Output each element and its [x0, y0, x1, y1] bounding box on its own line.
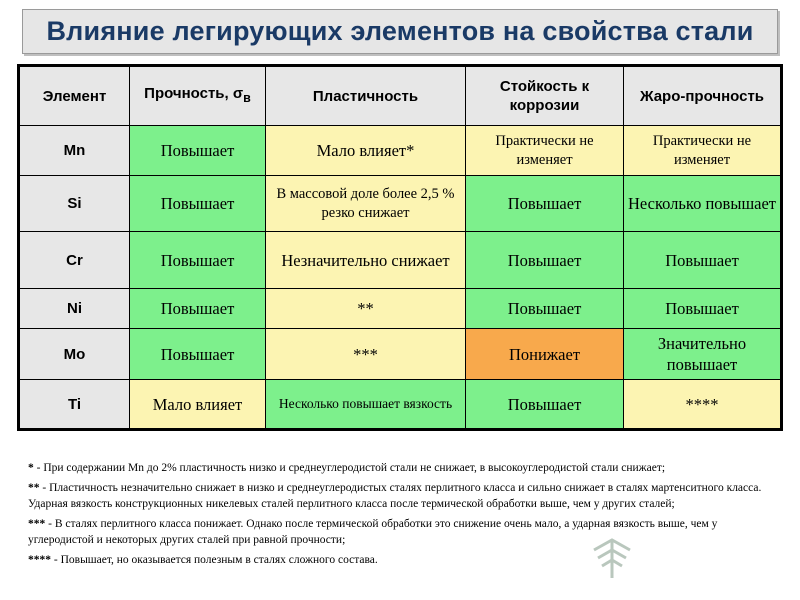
element-cell: Cr: [19, 232, 130, 289]
strength-cell: Повышает: [130, 232, 266, 289]
corrosion-cell: Практически не изменяет: [466, 126, 624, 176]
footnote: [28, 480, 768, 512]
footnote: [28, 460, 768, 476]
plasticity-cell: Несколько повышает вязкость: [266, 380, 466, 430]
header-strength-subscript: в: [243, 91, 251, 105]
table-row: [19, 380, 782, 430]
heat-resistance-cell: Повышает: [624, 289, 782, 329]
header-strength-label: Прочность, σ: [144, 85, 244, 102]
element-cell: Ni: [19, 289, 130, 329]
alloying-elements-table: [17, 64, 783, 431]
heat-resistance-cell: ****: [624, 380, 782, 430]
footnote-text: - При содержании Mn до 2% пластичность низко и среднеуглеродистой стали не снижает, в высокоуглеродистой стали снижает;: [33, 462, 666, 474]
footnote-mark: ****: [28, 554, 51, 566]
element-cell: Si: [19, 176, 130, 232]
footnote-text: - В сталях перлитного класса понижает. Однако после термической обработки это снижение очень мало, а ударная вязкость выше, чем у углеродистой и некоторых других сталей при равной прочности;: [28, 518, 718, 546]
corrosion-cell: Повышает: [466, 289, 624, 329]
watermark-logo-icon: [588, 536, 636, 582]
header-strength: [130, 66, 266, 126]
footnote-text: - Повышает, но оказывается полезным в сталях сложного состава.: [51, 554, 378, 566]
plasticity-cell: ***: [266, 329, 466, 380]
strength-cell: Повышает: [130, 329, 266, 380]
header-plasticity: Пластичность: [266, 66, 466, 126]
plasticity-cell: Незначительно снижает: [266, 232, 466, 289]
footnote: [28, 516, 768, 548]
strength-cell: Повышает: [130, 176, 266, 232]
header-corrosion: Стойкость к коррозии: [466, 66, 624, 126]
corrosion-cell: Понижает: [466, 329, 624, 380]
footnote-mark: *: [28, 462, 34, 474]
footnotes: [28, 460, 768, 572]
page-title: Влияние легирующих элементов на свойства стали: [46, 16, 754, 46]
plasticity-cell: Мало влияет*: [266, 126, 466, 176]
strength-cell: Повышает: [130, 289, 266, 329]
element-cell: Mo: [19, 329, 130, 380]
heat-resistance-cell: Повышает: [624, 232, 782, 289]
table-row: [19, 232, 782, 289]
strength-cell: Повышает: [130, 126, 266, 176]
header-element: Элемент: [19, 66, 130, 126]
corrosion-cell: Повышает: [466, 232, 624, 289]
plasticity-cell: В массовой доле более 2,5 % резко снижает: [266, 176, 466, 232]
table-row: [19, 126, 782, 176]
footnote-mark: ***: [28, 518, 46, 530]
footnote-mark: **: [28, 482, 40, 494]
plasticity-cell: **: [266, 289, 466, 329]
corrosion-cell: Повышает: [466, 176, 624, 232]
element-cell: Mn: [19, 126, 130, 176]
strength-cell: Мало влияет: [130, 380, 266, 430]
footnote: [28, 552, 768, 568]
table-row: [19, 176, 782, 232]
heat-resistance-cell: Практически не изменяет: [624, 126, 782, 176]
corrosion-cell: Повышает: [466, 380, 624, 430]
heat-resistance-cell: Значительно повышает: [624, 329, 782, 380]
table-row: [19, 329, 782, 380]
table-header-row: [19, 66, 782, 126]
header-heat-resistance: Жаро-прочность: [624, 66, 782, 126]
element-cell: Ti: [19, 380, 130, 430]
title-banner: [22, 9, 778, 54]
heat-resistance-cell: Несколько повышает: [624, 176, 782, 232]
footnote-text: - Пластичность незначительно снижает в низко и среднеуглеродистых сталях перлитного класса и сильно снижает в сталях мартенситного класса. Ударная вязкость конструкционных никелевых сталей перлитного класса после термической обработки выше, чем у других сталей;: [28, 482, 762, 510]
table-row: [19, 289, 782, 329]
